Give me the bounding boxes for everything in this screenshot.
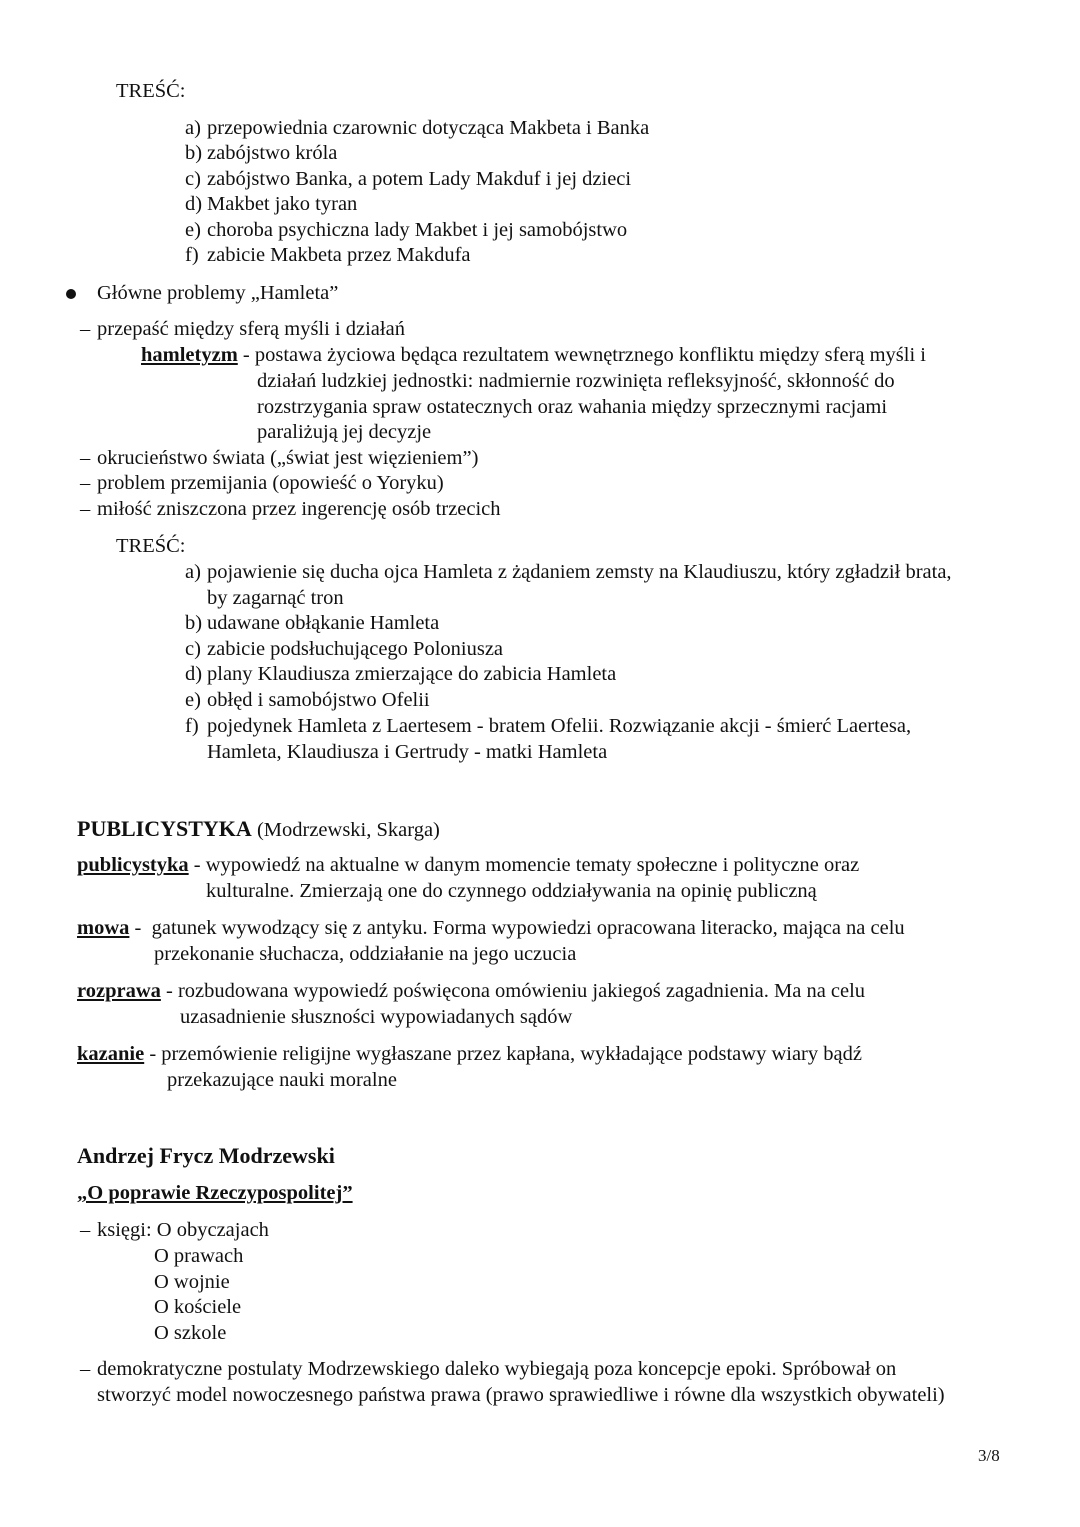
hamlet-item-a: a) pojawienie się ducha ojca Hamleta z żądaniem zemsty na Klaudiuszu, który zgładził brata, by zagarnąć tron	[185, 561, 952, 609]
dash-icon: –	[80, 447, 91, 469]
makbet-item-a: a) przepowiednia czarownic dotycząca Makbeta i Banka	[185, 117, 650, 139]
publicystyka-title: PUBLICYSTYKA (Modrzewski, Skarga)	[77, 816, 440, 841]
dash-icon: –	[80, 472, 91, 494]
hamlet-dash-2: okrucieństwo świata („świat jest więzieniem”)	[97, 447, 479, 469]
def-mowa-cont: przekonanie słuchacza, oddziałanie na jego uczucia	[154, 943, 577, 965]
def-rozprawa-cont: uzasadnienie słuszności wypowiadanych sądów	[180, 1006, 573, 1028]
dash-icon: –	[80, 1219, 91, 1241]
book-item: O szkole	[154, 1321, 227, 1344]
def-mowa: mowa - gatunek wywodzący się z antyku. Forma wypowiedzi opracowana literacko, mająca na celu	[77, 917, 905, 939]
books-line: księgi: O obyczajach	[97, 1219, 269, 1241]
makbet-tresc-heading: TREŚĆ:	[116, 80, 186, 102]
makbet-item-e: e) choroba psychiczna lady Makbet i jej samobójstwo	[185, 219, 628, 241]
dash-icon: –	[80, 498, 91, 520]
hamlet-item-d: d) plany Klaudiusza zmierzające do zabicia Hamleta	[185, 663, 617, 685]
postulate-line-2: stworzyć model nowoczesnego państwa prawa (prawo sprawiedliwe i równe dla wszystkich obywateli)	[97, 1384, 945, 1406]
def-rozprawa: rozprawa - rozbudowana wypowiedź poświęcona omówieniu jakiegoś zagadnienia. Ma na celu	[77, 980, 866, 1002]
work-title: „O poprawie Rzeczypospolitej”	[77, 1182, 353, 1204]
def-kazanie: kazanie - przemówienie religijne wygłaszane przez kapłana, wykładające podstawy wiary bądź	[77, 1043, 862, 1065]
makbet-item-f: f) zabicie Makbeta przez Makdufa	[185, 244, 471, 266]
def-kazanie-cont: przekazujące nauki moralne	[167, 1069, 397, 1091]
book-item: O wojnie	[154, 1270, 230, 1293]
hamletyzm-term: hamletyzm	[141, 344, 238, 366]
hamlet-dash-3: problem przemijania (opowieść o Yoryku)	[97, 472, 444, 494]
makbet-item-b: b) zabójstwo króla	[185, 142, 338, 164]
makbet-item-d: d) Makbet jako tyran	[185, 193, 358, 215]
hamlet-tresc-heading: TREŚĆ:	[116, 535, 186, 557]
hamlet-item-e: e) obłęd i samobójstwo Ofelii	[185, 689, 430, 711]
hamletyzm-definition-cont: działań ludzkiej jednostki: nadmiernie rozwinięta refleksyjność, skłonność do rozstrzygania spraw ostatecznych oraz wahania między sprzecznymi racjami paraliżują jej decyzje	[257, 370, 895, 443]
dash-icon: –	[80, 1358, 91, 1380]
dash-icon: –	[80, 318, 91, 340]
books-list	[154, 1244, 243, 1346]
makbet-item-c: c) zabójstwo Banka, a potem Lady Makduf i jej dzieci	[185, 168, 632, 190]
hamlet-item-c: c) zabicie podsłuchującego Poloniusza	[185, 638, 504, 660]
def-publicystyka-cont: kulturalne. Zmierzają one do czynnego oddziaływania na opinię publiczną	[206, 880, 817, 902]
hamlet-dash-4: miłość zniszczona przez ingerencję osób trzecich	[97, 498, 501, 520]
def-publicystyka: publicystyka - wypowiedź na aktualne w danym momencie tematy społeczne i polityczne oraz	[77, 854, 860, 876]
book-item: O prawach	[154, 1245, 244, 1267]
hamlet-problems-heading: Główne problemy „Hamleta”	[97, 282, 339, 304]
hamletyzm-definition: hamletyzm - postawa życiowa będąca rezultatem wewnętrznego konfliktu między sferą myśli i	[141, 344, 926, 366]
postulate-line-1: demokratyczne postulaty Modrzewskiego daleko wybiegają poza koncepcje epoki. Spróbował on	[97, 1358, 897, 1380]
hamlet-item-b: b) udawane obłąkanie Hamleta	[185, 612, 440, 634]
hamlet-dash-1: przepaść między sferą myśli i działań	[97, 318, 405, 340]
bullet-icon	[66, 289, 76, 299]
author-heading: Andrzej Frycz Modrzewski	[77, 1143, 335, 1168]
page-number: 3/8	[978, 1446, 1000, 1465]
hamlet-item-f: f) pojedynek Hamleta z Laertesem - bratem Ofelii. Rozwiązanie akcji - śmierć Laertesa, Hamleta, Klaudiusza i Gertrudy - matki Hamleta	[185, 715, 912, 763]
book-item: O kościele	[154, 1296, 242, 1318]
